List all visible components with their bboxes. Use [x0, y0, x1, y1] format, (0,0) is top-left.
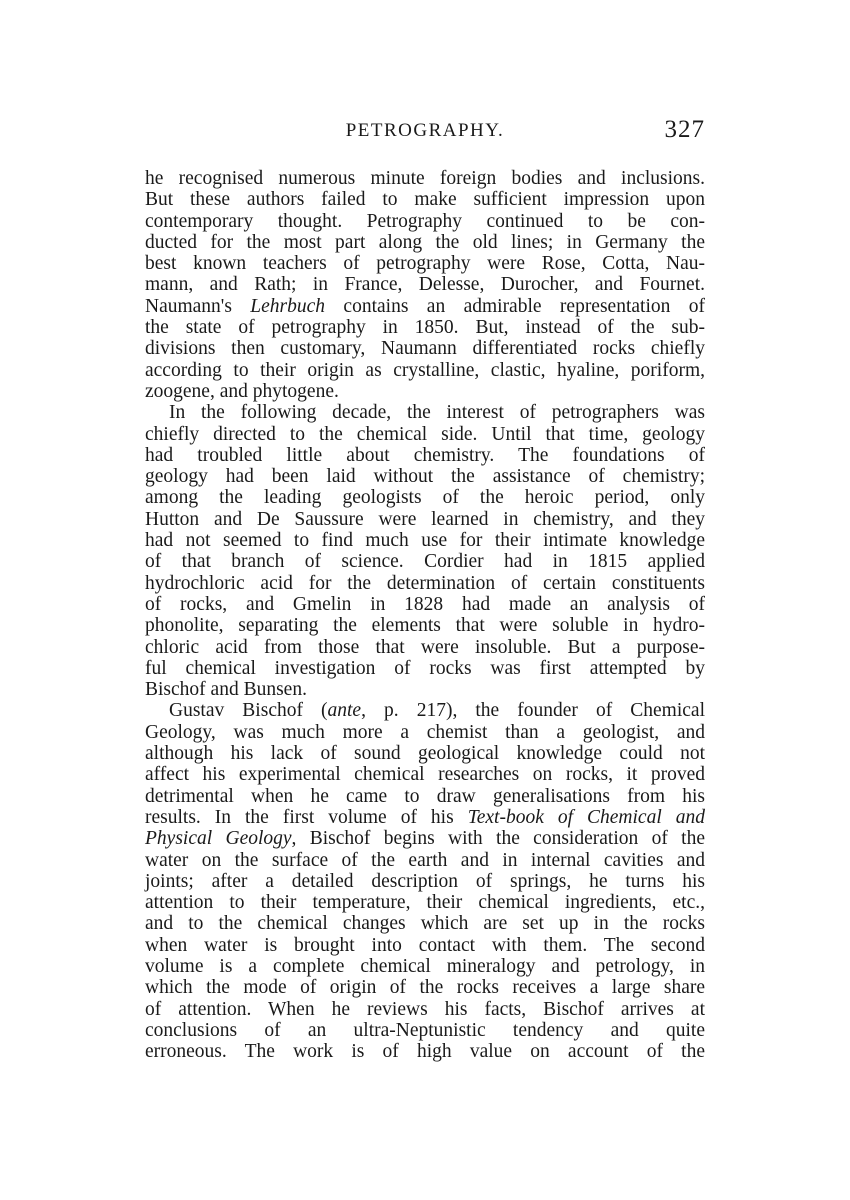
- text-line: affect his experimental chemical researches on rocks, it proved: [145, 764, 705, 786]
- text-run: , Bischof begins with the consideration of the: [291, 828, 705, 850]
- text-line: Bischof and Bunsen.: [145, 679, 307, 701]
- text-line: the state of petrography in 1850. But, instead of the sub-: [145, 317, 705, 339]
- text-line: when water is brought into contact with them. The second: [145, 934, 705, 956]
- text-line: according to their origin as crystalline, clastic, hyaline, poriform,: [145, 359, 705, 381]
- text-line: In the following decade, the interest of petrographers was: [169, 402, 705, 424]
- page-number: 327: [664, 116, 705, 143]
- text-line: erroneous. The work is of high value on account of the: [145, 1041, 705, 1063]
- text-line: although his lack of sound geological knowledge could not: [145, 743, 705, 765]
- text-line: [145, 807, 705, 828]
- text-line: ducted for the most part along the old lines; in Germany the: [145, 231, 705, 253]
- text-line: But these authors failed to make sufficient impression upon: [145, 189, 705, 211]
- text-line: he recognised numerous minute foreign bodies and inclusions.: [145, 168, 705, 189]
- italic-title: Text-book of Chemical and: [467, 806, 705, 828]
- text-line: divisions then customary, Naumann differentiated rocks chiefly: [145, 338, 705, 360]
- text-line: chloric acid from those that were insoluble. But a purpose-: [145, 636, 705, 658]
- text-line: [145, 828, 705, 849]
- text-run: Naumann's: [145, 295, 251, 317]
- text-line: and to the chemical changes which are set up in the rocks: [145, 913, 705, 935]
- text-line: best known teachers of petrography were Rose, Cotta, Nau-: [145, 253, 705, 275]
- text-line: contemporary thought. Petrography continued to be con-: [145, 210, 705, 232]
- text-line: had not seemed to find much use for their intimate knowledge: [145, 530, 705, 552]
- text-line: volume is a complete chemical mineralogy and petrology, in: [145, 955, 705, 977]
- text-line: [145, 296, 705, 317]
- text-line: [145, 700, 705, 721]
- text-run: , p. 217), the founder of Chemical: [361, 700, 705, 722]
- text-run: contains an admirable representation of: [325, 295, 705, 317]
- italic-title: ante: [327, 700, 362, 722]
- text-line: geology had been laid without the assistance of chemistry;: [145, 466, 705, 488]
- running-header: [145, 116, 705, 150]
- text-line: mann, and Rath; in France, Delesse, Durocher, and Fournet.: [145, 274, 705, 296]
- text-line: Geology, was much more a chemist than a geologist, and: [145, 721, 705, 743]
- text-line: water on the surface of the earth and in internal cavities and: [145, 849, 705, 871]
- text-line: Hutton and De Saussure were learned in chemistry, and they: [145, 508, 705, 530]
- text-line: joints; after a detailed description of springs, he turns his: [145, 870, 705, 892]
- text-line: attention to their temperature, their chemical ingredients, etc.,: [145, 892, 705, 914]
- italic-title: Lehrbuch: [250, 295, 326, 317]
- text-line: conclusions of an ultra-Neptunistic tendency and quite: [145, 1019, 705, 1041]
- text-line: chiefly directed to the chemical side. Until that time, geology: [145, 423, 705, 445]
- text-line: which the mode of origin of the rocks receives a large share: [145, 977, 705, 999]
- running-title: PETROGRAPHY.: [345, 120, 505, 141]
- text-line: ful chemical investigation of rocks was first attempted by: [145, 657, 705, 679]
- text-line: detrimental when he came to draw generalisations from his: [145, 785, 705, 807]
- italic-title: Physical Geology: [145, 828, 292, 850]
- text-line: among the leading geologists of the heroic period, only: [145, 487, 705, 509]
- text-line: of attention. When he reviews his facts, Bischof arrives at: [145, 998, 705, 1020]
- text-run: results. In the first volume of his: [145, 806, 468, 828]
- text-line: zoogene, and phytogene.: [145, 380, 339, 402]
- text-line: of that branch of science. Cordier had in 1815 applied: [145, 551, 705, 573]
- text-run: Gustav Bischof (: [169, 700, 328, 722]
- body-text: [145, 168, 705, 1062]
- text-line: hydrochloric acid for the determination of certain constituents: [145, 572, 705, 594]
- text-line: phonolite, separating the elements that were soluble in hydro-: [145, 615, 705, 637]
- text-line: had troubled little about chemistry. The foundations of: [145, 444, 705, 466]
- text-line: of rocks, and Gmelin in 1828 had made an analysis of: [145, 593, 705, 615]
